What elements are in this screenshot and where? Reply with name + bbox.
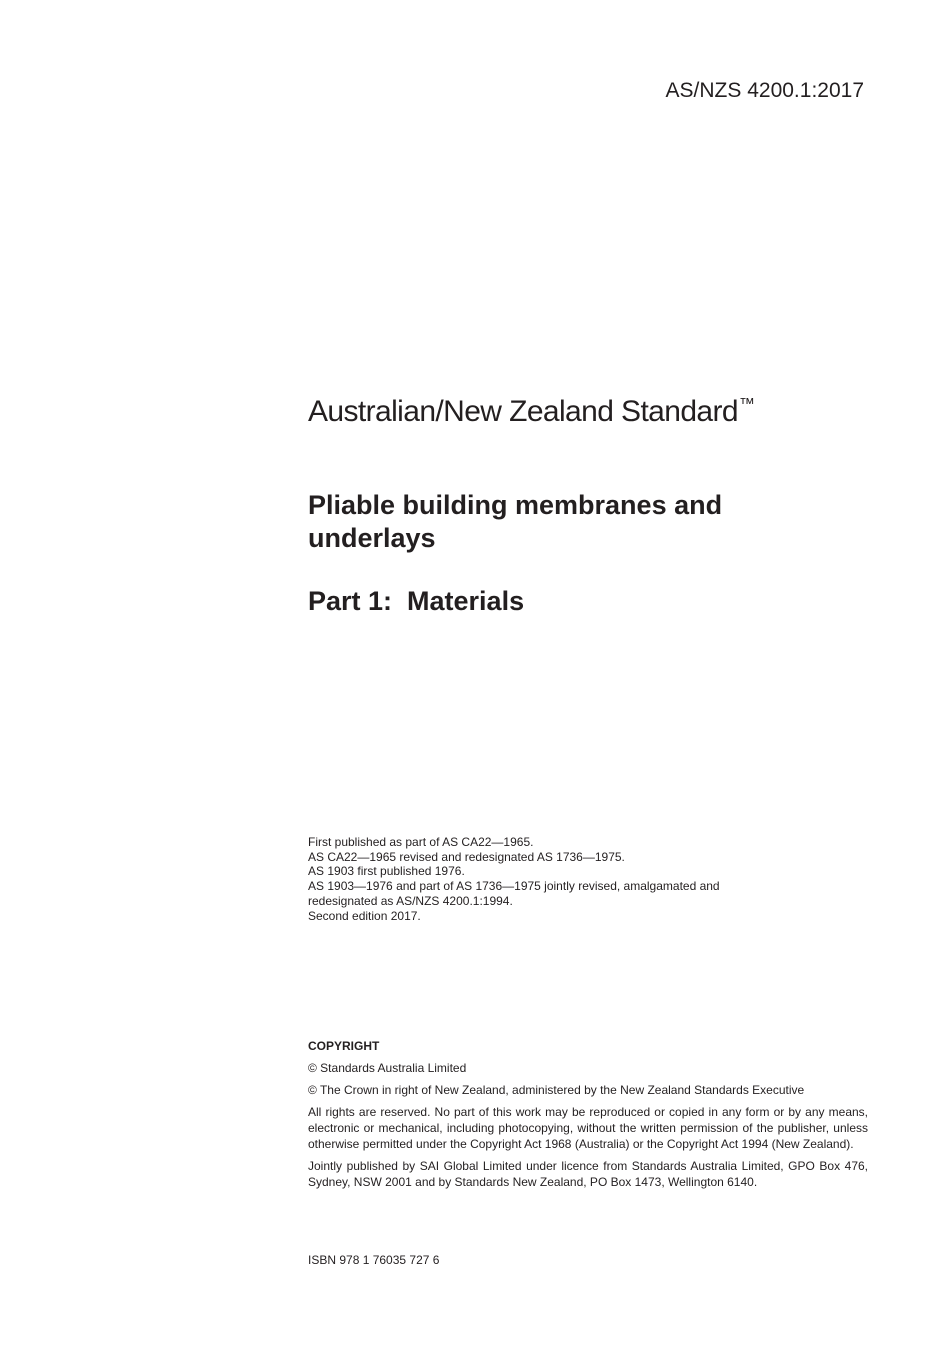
standard-designation: AS/NZS 4200.1:2017 <box>665 79 864 102</box>
document-part-title: Part 1: Materials <box>308 586 525 616</box>
history-line: AS CA22—1965 revised and redesignated AS 1736—1975. <box>308 849 625 864</box>
standard-type-heading <box>308 386 754 431</box>
copyright-section <box>308 1038 868 1196</box>
publisher-notice: Jointly published by SAI Global Limited under licence from Standards Australia Limited, GPO Box 476, Sydney, NSW 2001 and by Standards New Zealand, PO Box 1473, Wellington 6140. <box>308 1159 868 1189</box>
history-line: First published as part of AS CA22—1965. <box>308 835 534 849</box>
publication-history <box>308 835 778 923</box>
isbn-number: ISBN 978 1 76035 727 6 <box>308 1253 440 1267</box>
trademark-symbol: ™ <box>739 396 755 413</box>
history-line: AS 1903 first published 1976. <box>308 864 465 879</box>
history-line: Second edition 2017. <box>308 908 421 923</box>
rights-notice: All rights are reserved. No part of this work may be reproduced or copied in any form or by any means, electronic or mechanical, including photocopying, without the written permission of the publisher, unless otherwise permitted under the Copyright Act 1968 (Australia) or the Copyright Act 1994 (New Zealand). <box>308 1105 868 1151</box>
copyright-owner: © The Crown in right of New Zealand, administered by the New Zealand Standards Executive <box>308 1083 805 1097</box>
copyright-heading: COPYRIGHT <box>308 1039 380 1053</box>
copyright-owner: © Standards Australia Limited <box>308 1061 467 1075</box>
document-title: Pliable building membranes and underlays <box>308 490 723 553</box>
history-line: AS 1903—1976 and part of AS 1736—1975 jointly revised, amalgamated and <box>308 879 720 894</box>
history-line: redesignated as AS/NZS 4200.1:1994. <box>308 893 513 908</box>
standard-type-text: Australian/New Zealand Standard <box>308 395 738 428</box>
